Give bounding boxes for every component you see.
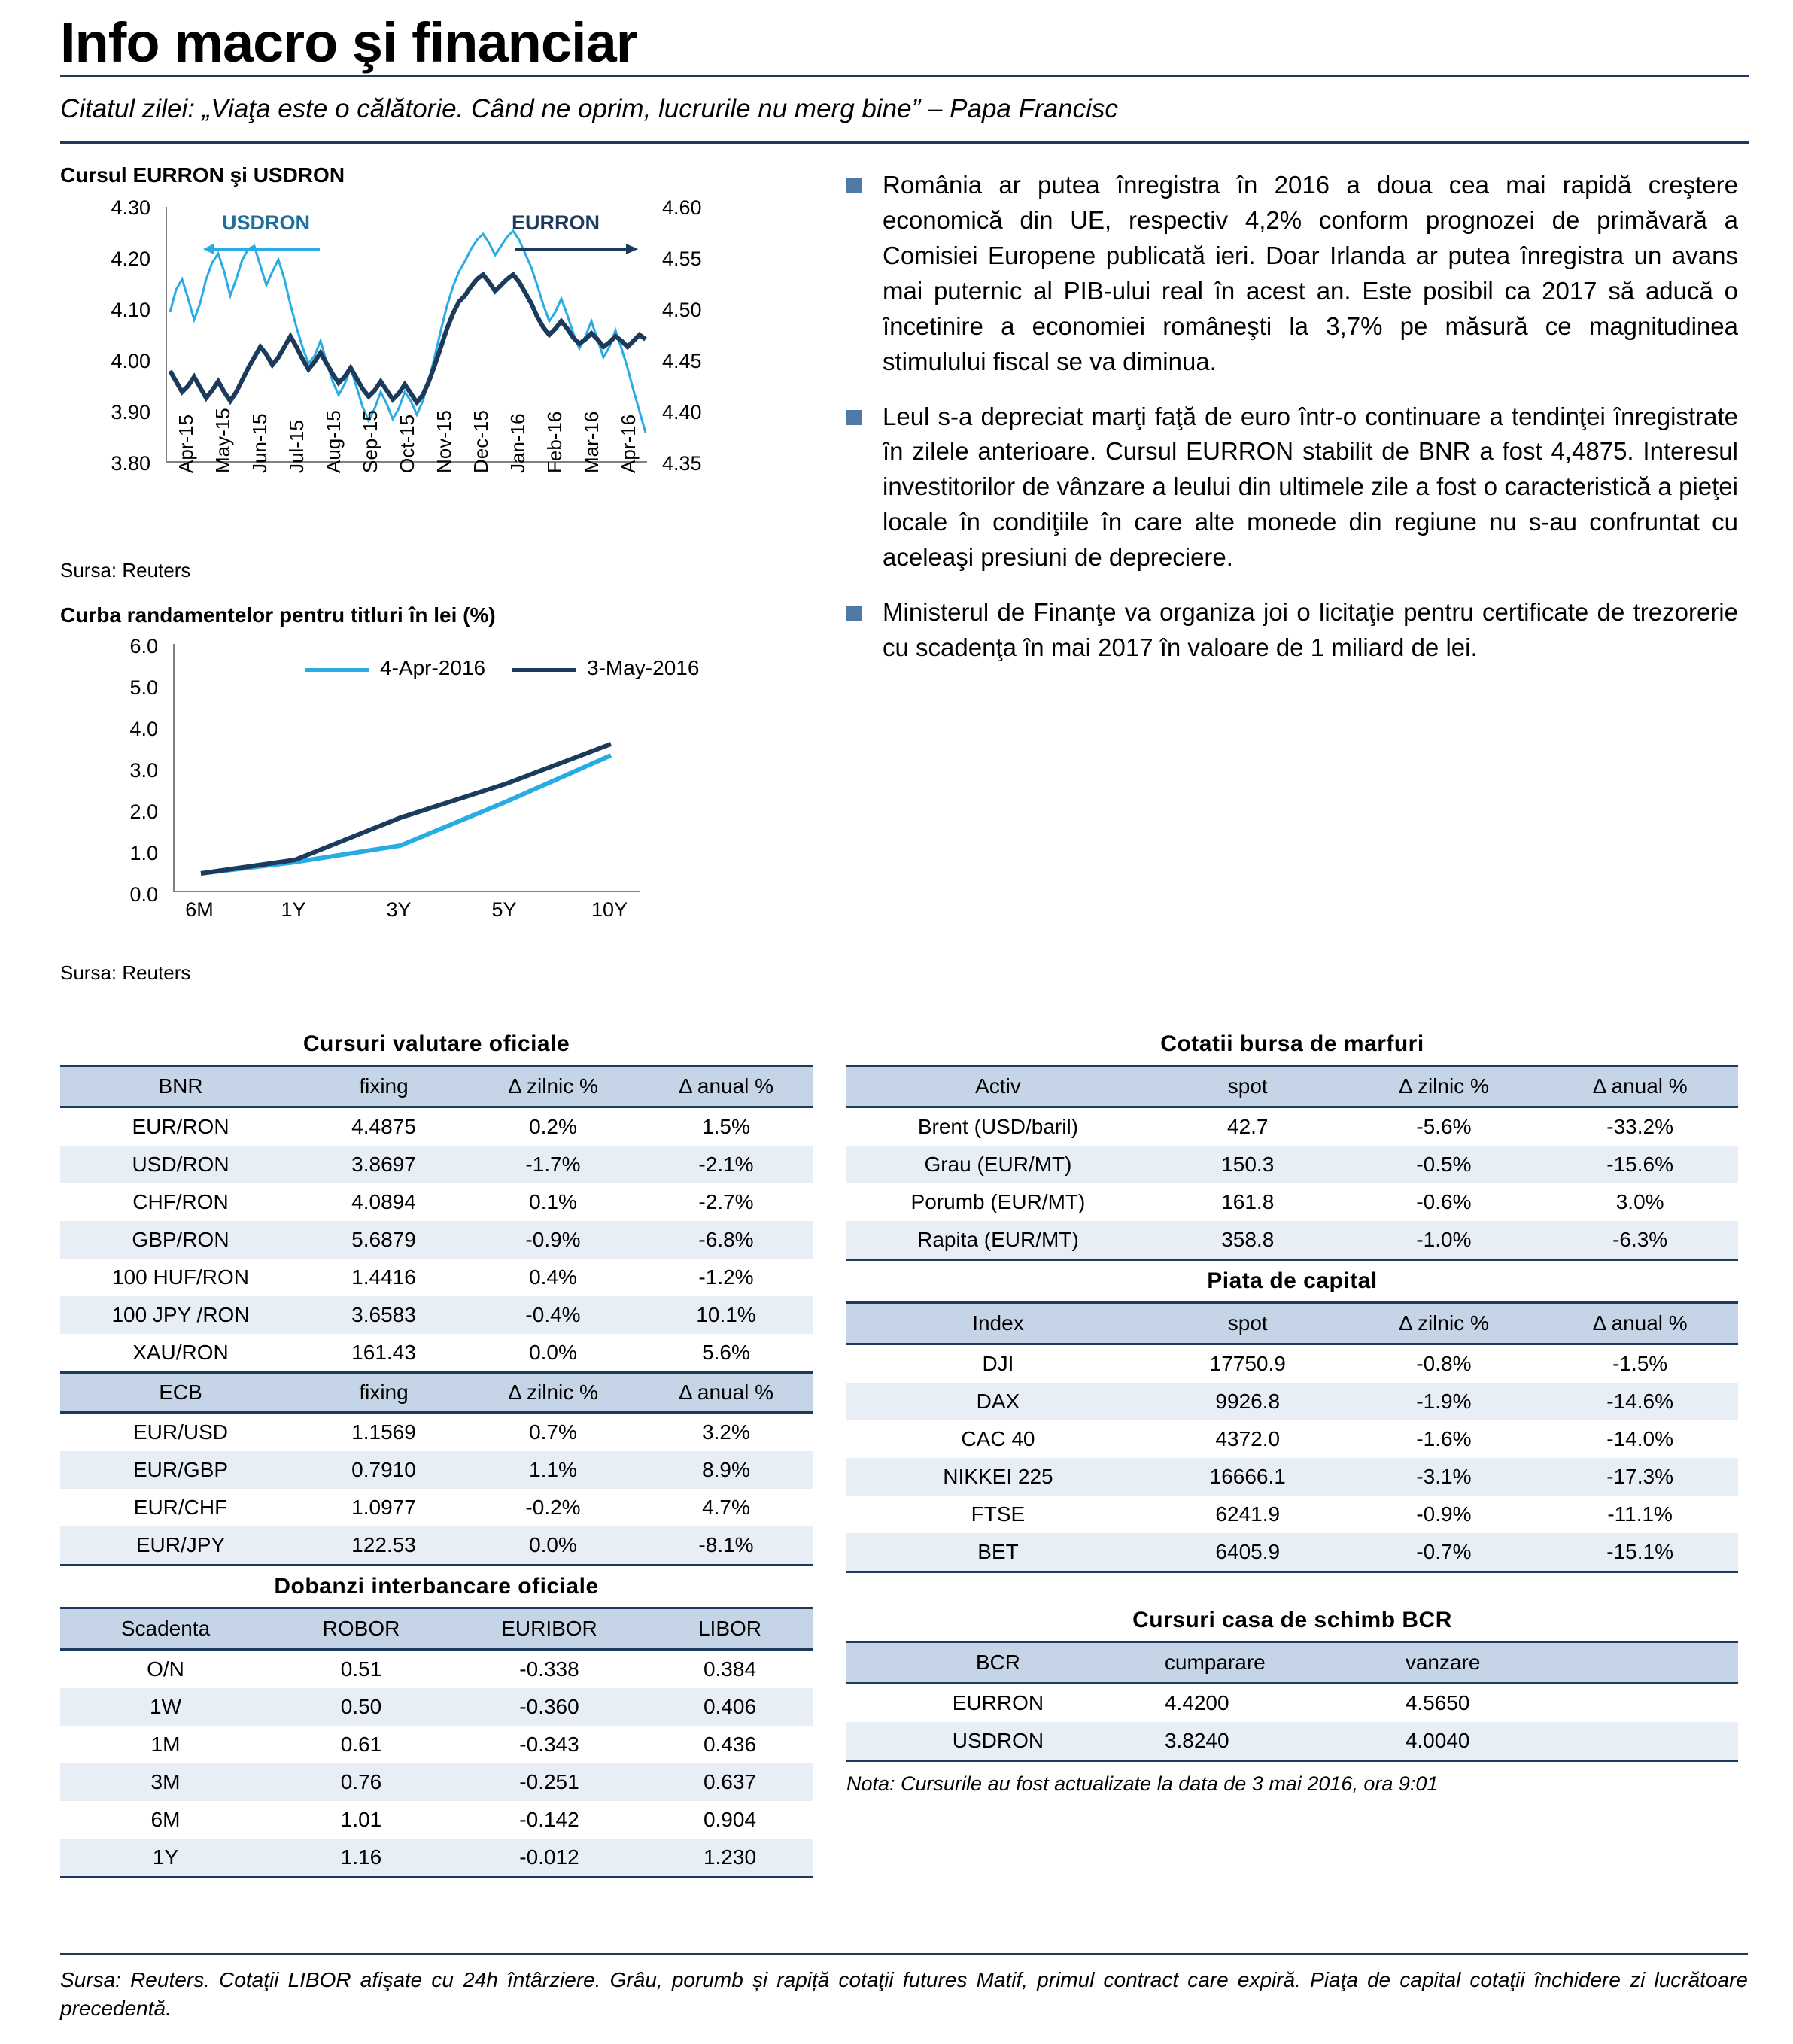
cell: EUR/CHF <box>133 1496 228 1520</box>
cell: -1.0% <box>1346 1221 1542 1260</box>
news-bullet-text: România ar putea înregistra în 2016 a doua cea mai rapidă creştere economică din UE, respectiv 4,2% conform prognozei de primăvară a Comisiei Europene publicată ieri. Doar Irlanda ar putea înregistra un avans mai puternic al PIB-ului real în acest an. Este posibil ca 2017 să aducă o încetinire a economiei româneşti la 3,7% pe măsură ce magnitudinea stimulului fiscal se va diminua. <box>883 171 1738 375</box>
fx-official-table-title: Cursuri valutare oficiale <box>302 1031 570 1057</box>
cell: 3.6583 <box>301 1296 466 1334</box>
cell: EUR/USD <box>132 1420 228 1444</box>
fx-xtick-3: Jul-15 <box>285 420 308 474</box>
cell: 9926.8 <box>1150 1383 1346 1420</box>
exchange-office-table-title: Cursuri casa de schimb BCR <box>1132 1608 1452 1633</box>
table-row <box>60 1839 813 1878</box>
cell: 1M <box>150 1733 181 1757</box>
table-row <box>846 1107 1738 1147</box>
col-header: Δ zilnic % <box>466 1066 640 1107</box>
fx-ytick-left-4: 3.90 <box>111 401 150 424</box>
cell: 6M <box>150 1808 181 1832</box>
cell: 0.904 <box>703 1808 757 1832</box>
fx-ytick-right-4: 4.40 <box>662 401 702 424</box>
fx-xtick-4: Aug-15 <box>322 410 345 474</box>
col-header: vanzare <box>1390 1642 1738 1684</box>
fx-xtick-0: Apr-15 <box>175 415 197 474</box>
table-row <box>60 1107 813 1147</box>
fx-legend-arrow-left <box>203 240 324 258</box>
table-row <box>846 1496 1738 1533</box>
news-bullet-text: Ministerul de Finanţe va organiza joi o licitaţie pentru certificate de trezorerie cu scadenţa în mai 2017 în valoare de 1 miliard de lei. <box>883 597 1738 661</box>
cell: 0.7910 <box>301 1451 466 1489</box>
cell: 4.5650 <box>1405 1691 1470 1715</box>
page-title: Info macro şi financiar <box>60 11 637 74</box>
table-header-row <box>846 1303 1738 1344</box>
cell: 1.01 <box>340 1808 382 1832</box>
cell: 0.2% <box>529 1115 577 1139</box>
cell: -14.0% <box>1606 1427 1673 1451</box>
title-divider <box>60 75 1749 77</box>
fx-xtick-9: Jan-16 <box>506 413 529 474</box>
table-row <box>60 1259 813 1296</box>
cell: 358.8 <box>1150 1221 1346 1260</box>
col-header: EURIBOR <box>451 1608 647 1650</box>
cell: 3M <box>60 1763 271 1801</box>
table-row <box>846 1420 1738 1458</box>
fx-xtick-1: May-15 <box>211 408 234 474</box>
cell: 150.3 <box>1150 1146 1346 1183</box>
list-item <box>846 399 1738 576</box>
cell: 0.436 <box>703 1733 757 1757</box>
yield-ytick-5: 1.0 <box>129 842 158 865</box>
table-row <box>846 1221 1738 1260</box>
square-bullet-icon <box>846 410 862 425</box>
cell: FTSE <box>971 1502 1026 1526</box>
table-row <box>846 1458 1738 1496</box>
fx-official-table <box>60 1065 813 1566</box>
cell: 100 HUF/RON <box>111 1265 250 1289</box>
cell: -1.9% <box>1346 1383 1542 1420</box>
equities-table-wrap <box>846 1268 1738 1573</box>
cell: 1.5% <box>702 1115 750 1139</box>
yield-chart-caption: Curba randamentelor pentru titluri în lei (%) <box>60 603 496 627</box>
col-header: Δ zilnic % <box>1346 1303 1542 1344</box>
table-row <box>60 1763 813 1801</box>
cell: Brent (USD/baril) <box>917 1115 1079 1139</box>
table-row <box>60 1221 813 1259</box>
fx-xtick-12: Apr-16 <box>617 415 640 474</box>
col-header: spot <box>1150 1066 1346 1107</box>
equities-table-title: Piata de capital <box>1207 1268 1378 1294</box>
cell: 1.1569 <box>351 1420 416 1444</box>
fx-ytick-left-5: 3.80 <box>111 452 150 475</box>
cell: 1.0977 <box>351 1496 416 1520</box>
col-header: Activ <box>846 1066 1150 1107</box>
table-row <box>846 1146 1738 1183</box>
cell: 1.230 <box>647 1839 813 1878</box>
list-item <box>846 595 1738 666</box>
yield-series-svg <box>175 644 641 892</box>
col-header: Δ zilnic % <box>466 1373 640 1413</box>
fx-xtick-5: Sep-15 <box>359 410 381 474</box>
yield-xtick-4: 10Y <box>591 898 628 922</box>
cell: -33.2% <box>1606 1115 1673 1139</box>
cell: 4.4875 <box>351 1115 416 1139</box>
cell: 0.406 <box>647 1688 813 1726</box>
cell: 1.4416 <box>351 1265 416 1289</box>
fx-xtick-2: Jun-15 <box>248 413 271 474</box>
cell: -0.6% <box>1416 1190 1472 1214</box>
table-row <box>60 1296 813 1334</box>
fx-ytick-right-3: 4.45 <box>662 350 702 373</box>
cell: 3.0% <box>1615 1190 1664 1214</box>
table-row <box>60 1801 813 1839</box>
yield-chart-source: Sursa: Reuters <box>60 961 191 985</box>
yield-legend-label-0: 4-Apr-2016 <box>380 656 486 680</box>
col-header: Δ anual % <box>1542 1303 1738 1344</box>
table-row <box>846 1684 1738 1723</box>
table-row <box>60 1413 813 1452</box>
cell: 1W <box>60 1688 271 1726</box>
square-bullet-icon <box>846 178 862 193</box>
cell: -15.6% <box>1542 1146 1738 1183</box>
yield-chart <box>60 633 760 957</box>
fx-ytick-right-0: 4.60 <box>662 196 702 220</box>
cell: 6405.9 <box>1150 1533 1346 1572</box>
col-header: Δ anual % <box>1542 1066 1738 1107</box>
cell: -14.6% <box>1542 1383 1738 1420</box>
equities-table <box>846 1301 1738 1573</box>
fx-ytick-left-3: 4.00 <box>111 350 150 373</box>
exchange-office-table <box>846 1641 1738 1762</box>
yield-ytick-4: 2.0 <box>129 800 158 824</box>
cell: 0.50 <box>271 1688 451 1726</box>
cell: 0.7% <box>529 1420 577 1444</box>
yield-ytick-2: 4.0 <box>129 718 158 741</box>
col-header: Scadenta <box>60 1608 271 1650</box>
table-row <box>846 1183 1738 1221</box>
cell: XAU/RON <box>132 1341 229 1365</box>
cell: 0.0% <box>466 1526 640 1566</box>
cell: -2.1% <box>640 1146 813 1183</box>
cell: -1.2% <box>698 1265 754 1289</box>
cell: 0.384 <box>703 1657 757 1681</box>
cell: 1.16 <box>271 1839 451 1878</box>
news-bullet-text: Leul s-a depreciat marţi faţă de euro într-o continuare a tendinţei înregistrate în zilele anterioare. Cursul EURRON stabilit de BNR a fost 4,4875. Interesul investitorilor de vânzare a leului din ultimele zile a fost o caracteristică a pieţei locale în condiţiile în care alte monede din regiune nu s-au confruntat cu aceleaşi presiuni de depreciere. <box>883 402 1738 572</box>
fx-chart-caption: Cursul EURRON şi USDRON <box>60 163 345 187</box>
fx-xtick-8: Dec-15 <box>470 410 492 474</box>
col-header: spot <box>1150 1303 1346 1344</box>
cell: -1.7% <box>466 1146 640 1183</box>
cell: 122.53 <box>301 1526 466 1566</box>
table-subheader-row <box>60 1373 813 1413</box>
cell: 0.76 <box>271 1763 451 1801</box>
fx-legend-eurron: EURRON <box>512 211 600 235</box>
fx-chart-source: Sursa: Reuters <box>60 559 191 582</box>
yield-xtick-3: 5Y <box>491 898 517 922</box>
cell: -0.251 <box>451 1763 647 1801</box>
fx-ytick-right-5: 4.35 <box>662 452 702 475</box>
cell: 1Y <box>60 1839 271 1878</box>
cell: USD/RON <box>60 1146 301 1183</box>
cell: Porumb (EUR/MT) <box>910 1190 1086 1214</box>
fx-ytick-right-1: 4.55 <box>662 248 702 271</box>
table-row <box>60 1489 813 1526</box>
fx-xtick-7: Nov-15 <box>433 410 455 474</box>
charts-column <box>60 163 813 1006</box>
yield-xtick-1: 1Y <box>281 898 306 922</box>
table-header-row <box>60 1066 813 1107</box>
col-header: BNR <box>60 1066 301 1107</box>
cell: EURRON <box>952 1691 1044 1715</box>
cell: 10.1% <box>640 1296 813 1334</box>
commodities-table-title: Cotatii bursa de marfuri <box>1160 1031 1424 1057</box>
cell: -0.8% <box>1416 1352 1472 1376</box>
cell: EUR/RON <box>132 1115 229 1139</box>
commodities-table-wrap <box>846 1031 1738 1261</box>
col-header: BCR <box>846 1642 1150 1684</box>
cell: CHF/RON <box>132 1190 229 1214</box>
cell: DAX <box>846 1383 1150 1420</box>
commodities-table <box>846 1065 1738 1261</box>
cell: 161.43 <box>351 1341 416 1365</box>
table-row <box>846 1383 1738 1420</box>
cell: 161.8 <box>1221 1190 1275 1214</box>
cell: EUR/JPY <box>60 1526 301 1566</box>
col-header: ROBOR <box>271 1608 451 1650</box>
cell: NIKKEI 225 <box>846 1458 1150 1496</box>
cell: 0.51 <box>340 1657 382 1681</box>
cell: 4.0040 <box>1390 1722 1738 1761</box>
cell: 4.4200 <box>1164 1691 1229 1715</box>
cell: -0.9% <box>1416 1502 1472 1526</box>
cell: -8.1% <box>640 1526 813 1566</box>
interbank-table <box>60 1607 813 1878</box>
yield-legend-swatch-0 <box>305 668 369 672</box>
list-item <box>846 168 1738 379</box>
cell: -0.343 <box>519 1733 579 1757</box>
cell: CAC 40 <box>961 1427 1035 1451</box>
cell: -0.142 <box>519 1808 579 1832</box>
left-tables-column <box>60 1024 813 1883</box>
col-header: Δ anual % <box>640 1066 813 1107</box>
cell: -0.360 <box>451 1688 647 1726</box>
cell: Grau (EUR/MT) <box>846 1146 1150 1183</box>
yield-ytick-1: 5.0 <box>129 676 158 700</box>
cell: 16666.1 <box>1150 1458 1346 1496</box>
yield-xtick-0: 6M <box>185 898 214 922</box>
col-header: fixing <box>301 1373 466 1413</box>
yield-ytick-0: 6.0 <box>129 635 158 658</box>
cell: -15.1% <box>1542 1533 1738 1572</box>
cell: -17.3% <box>1542 1458 1738 1496</box>
table-row <box>60 1334 813 1373</box>
yield-xtick-2: 3Y <box>386 898 412 922</box>
fx-chart <box>60 193 760 554</box>
tables-section <box>0 1024 1793 1883</box>
square-bullet-icon <box>846 606 862 621</box>
cell: 0.0% <box>529 1341 577 1365</box>
fx-ytick-left-1: 4.20 <box>111 248 150 271</box>
cell: 0.637 <box>647 1763 813 1801</box>
cell: -0.2% <box>525 1496 581 1520</box>
fx-xtick-10: Feb-16 <box>543 412 566 474</box>
fx-legend-usdron: USDRON <box>222 211 311 235</box>
table-row <box>60 1451 813 1489</box>
cell: 3.2% <box>702 1420 750 1444</box>
cell: 17750.9 <box>1209 1352 1286 1376</box>
cell: DJI <box>982 1352 1014 1376</box>
footer-divider <box>60 1953 1748 1955</box>
fx-official-table-wrap <box>60 1031 813 1566</box>
cell: -1.5% <box>1612 1352 1668 1376</box>
yield-plot-area <box>173 644 640 892</box>
cell: -5.6% <box>1416 1115 1472 1139</box>
cell: -0.338 <box>519 1657 579 1681</box>
fx-ytick-left-2: 4.10 <box>111 299 150 322</box>
cell: 3.8697 <box>301 1146 466 1183</box>
cell: -0.5% <box>1346 1146 1542 1183</box>
yield-ytick-6: 0.0 <box>129 883 158 907</box>
news-bullet-list <box>846 168 1738 665</box>
cell: -6.8% <box>640 1221 813 1259</box>
top-section <box>0 163 1793 1006</box>
cell: 0.61 <box>340 1733 382 1757</box>
page-header <box>0 0 1793 144</box>
news-column <box>846 163 1738 1006</box>
cell: -0.9% <box>466 1221 640 1259</box>
yield-ytick-3: 3.0 <box>129 759 158 782</box>
table-row <box>846 1533 1738 1572</box>
table-header-row <box>846 1642 1738 1684</box>
fx-xtick-11: Mar-16 <box>580 412 603 474</box>
table-row <box>60 1726 813 1763</box>
page-footer <box>60 1953 1748 2023</box>
footer-source-text: Sursa: Reuters. Cotaţii LIBOR afişate cu 24h întârziere. Grâu, porumb și rapiță cotaţii futures Matif, primul contract care expiră. Piaţa de capital cotaţii închidere zi lucrătoare precedentă. <box>60 1968 1748 2021</box>
fx-legend-arrow-right <box>512 240 640 258</box>
interbank-table-wrap <box>60 1574 813 1878</box>
cell: -0.7% <box>1346 1533 1542 1572</box>
table-header-row <box>60 1608 813 1650</box>
exchange-office-table-wrap <box>846 1608 1738 1796</box>
cell: -0.4% <box>466 1296 640 1334</box>
cell: 6241.9 <box>1215 1502 1281 1526</box>
quote-of-the-day: Citatul zilei: „Viaţa este o călătorie. Când ne oprim, lucrurile nu merg bine” – Papa Francisc <box>60 93 1118 123</box>
cell: 0.1% <box>529 1190 577 1214</box>
col-header: Δ zilnic % <box>1346 1066 1542 1107</box>
col-header: Index <box>846 1303 1150 1344</box>
cell: EUR/GBP <box>60 1451 301 1489</box>
table-row <box>60 1146 813 1183</box>
cell: 8.9% <box>640 1451 813 1489</box>
cell: 4372.0 <box>1215 1427 1281 1451</box>
cell: -2.7% <box>698 1190 754 1214</box>
table-header-row <box>846 1066 1738 1107</box>
table-row <box>846 1344 1738 1383</box>
cell: 42.7 <box>1227 1115 1269 1139</box>
cell: 0.4% <box>529 1265 577 1289</box>
col-header: LIBOR <box>647 1608 813 1650</box>
col-header: fixing <box>301 1066 466 1107</box>
col-header: cumparare <box>1150 1642 1390 1684</box>
fx-ytick-left-0: 4.30 <box>111 196 150 220</box>
cell: 5.6% <box>702 1341 750 1365</box>
cell: -6.3% <box>1542 1221 1738 1260</box>
cell: 1.1% <box>466 1451 640 1489</box>
yield-legend-swatch-1 <box>512 668 576 672</box>
cell: 3.8240 <box>1150 1722 1390 1761</box>
table-row <box>846 1722 1738 1761</box>
table-row <box>60 1650 813 1689</box>
table-row <box>60 1526 813 1566</box>
col-header: ECB <box>60 1373 301 1413</box>
table-row <box>60 1183 813 1221</box>
cell: -11.1% <box>1607 1502 1673 1526</box>
yield-legend-label-1: 3-May-2016 <box>587 656 700 680</box>
right-tables-column <box>846 1024 1738 1883</box>
table-row <box>60 1688 813 1726</box>
cell: USDRON <box>846 1722 1150 1761</box>
cell: -3.1% <box>1346 1458 1542 1496</box>
col-header: Δ anual % <box>640 1373 813 1413</box>
quote-divider <box>60 141 1749 144</box>
cell: 5.6879 <box>301 1221 466 1259</box>
cell: 4.0894 <box>351 1190 416 1214</box>
cell: -0.012 <box>451 1839 647 1878</box>
fx-xtick-6: Oct-15 <box>396 415 418 474</box>
cell: -1.6% <box>1416 1427 1472 1451</box>
cell: 4.7% <box>702 1496 750 1520</box>
exchange-office-note: Nota: Cursurile au fost actualizate la data de 3 mai 2016, ora 9:01 <box>846 1772 1439 1796</box>
cell: GBP/RON <box>60 1221 301 1259</box>
fx-ytick-right-2: 4.50 <box>662 299 702 322</box>
cell: 100 JPY /RON <box>60 1296 301 1334</box>
cell: O/N <box>147 1657 184 1681</box>
cell: BET <box>846 1533 1150 1572</box>
cell: Rapita (EUR/MT) <box>846 1221 1150 1260</box>
interbank-table-title: Dobanzi interbancare oficiale <box>274 1574 599 1599</box>
